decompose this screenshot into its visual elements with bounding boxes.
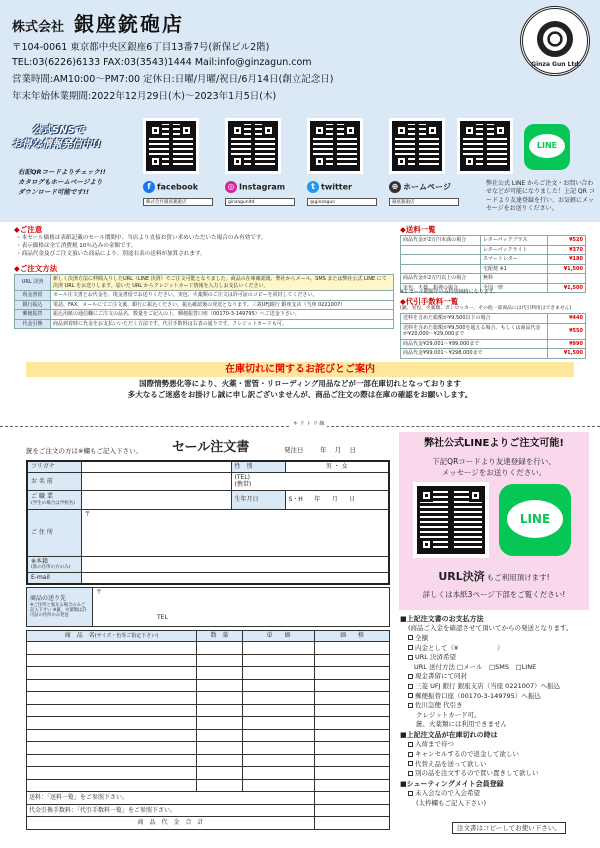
stock-title: 在庫切れに関するお詫びとご案内 [26, 362, 574, 377]
birth-input[interactable]: S・H 年 月 日 [285, 491, 389, 509]
line-panel-title: 弊社公式LINEよりご注文可能! [424, 438, 564, 449]
shipping-cond [401, 264, 481, 274]
instagram-icon: ◎ [225, 181, 237, 193]
stock-body [26, 378, 574, 401]
line-qr-code-header[interactable] [457, 118, 513, 174]
tel-label: (TEL) [234, 473, 250, 481]
opt-cod-checkbox[interactable] [408, 703, 413, 708]
dest-note: ※ご住所と異なる場合のみご記入下さい ※銃、火薬類は許可証の住所のみ発送 [30, 602, 87, 619]
stock-opt-alt-label: 代替え品を送って欲しい [415, 759, 487, 768]
homepage-qr-code[interactable] [389, 118, 445, 174]
url-payment-line [399, 570, 589, 584]
shipping-row [401, 264, 586, 274]
logo-text: Ginza Gun Ltd. [531, 61, 581, 68]
url-payment-small: もご利用頂けます! [486, 573, 550, 582]
product-name-cell[interactable] [27, 742, 197, 755]
product-row [27, 692, 390, 705]
cod-price: ¥1,500 [548, 349, 586, 359]
line-order-panel [399, 432, 589, 610]
cod-row [401, 323, 586, 339]
opt-credit-label: クレジットカード可。 [416, 710, 481, 719]
product-row [27, 729, 390, 742]
job-label [27, 491, 81, 509]
unit-price-cell[interactable] [243, 742, 315, 755]
shipping-row [401, 236, 586, 246]
email-label: E-mail [27, 573, 81, 584]
price-cell[interactable] [315, 679, 390, 692]
shipping-title: ◆送料一覧 [400, 225, 436, 234]
qty-cell[interactable] [197, 654, 243, 667]
price-cell[interactable] [315, 717, 390, 730]
order-date-fields[interactable]: 年 月 日 [320, 446, 357, 454]
order-date-label: 発注日 [284, 446, 304, 454]
line-panel-logo-text: LINE [507, 500, 563, 538]
method-key: 現金書留 [15, 291, 51, 301]
gender-select[interactable]: 男 ・ 女 [285, 461, 389, 472]
url-payment-big: URL決済 [438, 570, 485, 583]
business-hours: 営業時間:AM10:00～PM7:00 定休日:日曜/月曜/祝日/6月14日(創立記念日) [12, 74, 334, 85]
unit-price-cell[interactable] [243, 729, 315, 742]
company-name-main: 銀座銃砲店 [74, 12, 185, 36]
total-label: 商 品 代 金 合 計 [27, 817, 315, 830]
opt-postal-checkbox[interactable] [408, 693, 413, 698]
sns-note-line2: カタログもホームページより [18, 177, 103, 186]
stock-opt-hold-checkbox[interactable] [408, 771, 413, 776]
stock-opt-refund-checkbox[interactable] [408, 752, 413, 757]
cod-row [401, 314, 586, 324]
line-qr-code[interactable] [413, 482, 489, 558]
qty-cell[interactable] [197, 704, 243, 717]
cod-price: ¥550 [548, 323, 586, 339]
stock-line-2: 多大なるご迷惑をお掛けし誠に申し訳ございませんが、商品ご注文の際は在庫の確認をお願いします。 [127, 390, 473, 400]
qty-cell[interactable] [197, 742, 243, 755]
cod-restriction-note: 銃、火薬類には利用できません [416, 720, 507, 729]
twitter-qr-code[interactable] [307, 118, 363, 174]
form-title: セール注文書 [172, 440, 250, 455]
opt-bank-checkbox[interactable] [408, 684, 413, 689]
holiday-period: 年末年始休業期間:2022年12月29日(木)～2023年1月5日(木) [12, 91, 277, 102]
opt-cod-label: 佐川急便 代引き [415, 701, 463, 710]
shipping-row [401, 245, 586, 255]
line-description: 弊社公式 LINE からご注文・お問い合わせなどが可能になりました！上記 QR コードより友達登録を行い、お気軽にメッセージをお送りください。 [486, 180, 595, 213]
total-row [27, 817, 390, 830]
address: 〒104-0061 東京都中央区銀座6丁目13番7号(新保ビル2階) [12, 42, 270, 53]
unit-price-cell[interactable] [243, 654, 315, 667]
shipping-cond [401, 245, 481, 255]
product-name-cell[interactable] [27, 667, 197, 680]
product-name-header-text: 商 品 名 [64, 632, 95, 640]
shipping-fee-row-value[interactable] [315, 792, 390, 805]
product-name-cell[interactable] [27, 779, 197, 792]
method-row [15, 275, 394, 291]
opt-url-checkbox[interactable] [408, 655, 413, 660]
product-name-cell[interactable] [27, 767, 197, 780]
method-key: 郵便振替 [15, 310, 51, 320]
product-row [27, 742, 390, 755]
company-prefix: 株式会社 [12, 20, 65, 35]
product-name-cell[interactable] [27, 704, 197, 717]
cod-price: ¥990 [548, 339, 586, 349]
product-row [27, 779, 390, 792]
unit-price-cell[interactable] [243, 692, 315, 705]
product-row [27, 704, 390, 717]
honseki-label [27, 556, 81, 573]
copy-note: 注文書はコピーしてお使い下さい。 [452, 822, 566, 834]
sns-title-line1: 公式SNSで [32, 125, 85, 136]
shipping-type: レターパックプラス [481, 236, 548, 246]
method-text: 電話、FAX、メールにてご注文後、銀行に振込ください。振込確認後の発送となります。三菱UFJ銀行 銀座支店（当座 0221007） [51, 300, 394, 310]
method-text: 振込用紙の通信欄にご注文の品名、数量をご記入の上、郵便振替口座（00170-3-149795）へご送金下さい。 [51, 310, 394, 320]
product-name-cell[interactable] [27, 679, 197, 692]
method-key: 銀行振込 [15, 300, 51, 310]
mobile-label: (携帯) [234, 481, 252, 489]
price-cell[interactable] [315, 754, 390, 767]
shipping-price: ¥520 [548, 236, 586, 246]
opt-url-label: URL 決済希望 [415, 653, 456, 662]
unit-price-cell[interactable] [243, 679, 315, 692]
shipping-table [400, 235, 586, 293]
cod-price: ¥440 [548, 314, 586, 324]
member-note: (太枠欄もご記入下さい) [416, 798, 487, 807]
sns-note-line1: 右記QRコードよりチェック!! [18, 168, 106, 176]
qty-cell[interactable] [197, 717, 243, 730]
product-name-cell[interactable] [27, 754, 197, 767]
opt-postal-label: 郵便振替口座（00170-3-149795）へ振込 [415, 691, 541, 700]
method-text: 新しく決済方法に仲間入りしたURL（LINE 決済）でご注文可能となりました。商品の在庫確認後、弊社からメール、SMS または弊社公式 LINE にて決済 URL をお送りします。届いた URL からクレジットカード情報を入力しお支払いください。 [51, 275, 394, 291]
facebook-icon: f [143, 181, 155, 193]
email-input[interactable] [81, 573, 389, 584]
price-cell[interactable] [315, 692, 390, 705]
stock-opt-refund-label: キャンセルするので返金して欲しい [415, 750, 519, 759]
instructions [400, 614, 596, 808]
product-name-cell[interactable] [27, 642, 197, 655]
line-panel-detail: 詳しくは本紙3ページ下部をご覧ください! [422, 590, 566, 599]
shipping-fee-row-label: 送料：「送料一覧」をご参照下さい。 [27, 792, 315, 805]
line-logo-icon[interactable] [524, 124, 570, 170]
homepage-label-text: ホームページ [403, 182, 451, 192]
line-panel-sub1: 下記QRコードより友達登録を行い、 [432, 457, 556, 466]
price-cell[interactable] [315, 742, 390, 755]
instagram-label[interactable] [225, 181, 285, 193]
birth-label: 生年月日 [231, 491, 285, 509]
notice-lines [16, 235, 396, 258]
opt-cash-checkbox[interactable] [408, 674, 413, 679]
unit-price-cell[interactable] [243, 767, 315, 780]
company-logo [520, 6, 590, 76]
job-input[interactable] [81, 491, 231, 509]
target-icon [537, 21, 573, 57]
price-cell[interactable] [315, 767, 390, 780]
qty-cell[interactable] [197, 729, 243, 742]
facebook-account-box[interactable]: 株式会社銀座銃砲店 [143, 198, 213, 206]
unit-price-cell[interactable] [243, 779, 315, 792]
total-value[interactable] [315, 817, 390, 830]
qty-cell[interactable] [197, 779, 243, 792]
shipping-cond: 商品代金が2万円未満の場合 [401, 236, 481, 246]
furigana-input[interactable] [81, 461, 231, 472]
shipping-price: ¥1,500 [548, 264, 586, 274]
product-name-cell[interactable] [27, 654, 197, 667]
price-cell[interactable] [315, 654, 390, 667]
product-header-row [27, 631, 390, 642]
shipping-type: 宅配便 ※1 [481, 264, 548, 274]
honseki-input[interactable] [81, 556, 389, 573]
order-method-table [14, 274, 394, 329]
cod-cond: 商品代金¥29,001～¥99,000まで [401, 339, 548, 349]
tel-input[interactable] [231, 472, 389, 490]
kiritori-label: キ リ ト リ 線 [290, 421, 327, 427]
product-name-cell[interactable] [27, 692, 197, 705]
cod-fee-row [27, 804, 390, 817]
opt-cash-label: 現金書留にて同封 [415, 672, 467, 681]
cod-row [401, 349, 586, 359]
gender-label: 性 別 [231, 461, 285, 472]
opt-full-label: 全額 [415, 633, 428, 642]
notice-line-1: ・本セール価格は表紙記載のセール期間中、当店より直接お買い求めいただいた場合のみ有効です。 [16, 235, 267, 241]
homepage-account-box[interactable]: 銀座銃砲店 [389, 198, 459, 206]
stock-option-title: ■上記注文品が在庫切れの時は [400, 731, 498, 740]
shipping-row [401, 255, 586, 265]
shipping-type: 無料 [481, 274, 548, 284]
product-row [27, 754, 390, 767]
price-cell[interactable] [315, 642, 390, 655]
shipping-price [548, 274, 586, 284]
job-note: (学生の場合は学校名) [31, 500, 76, 506]
method-row [15, 319, 394, 329]
method-text: 商品到着時に代金をお支払いいただく方法です。代引手数料は右表の通りです。クレジットカードも可。 [51, 319, 394, 329]
shipping-type: レターパックライト [481, 245, 548, 255]
address-input[interactable]: 〒 [81, 509, 389, 556]
member-join-label: 未入会なので入会希望 [415, 789, 480, 798]
job-label-text: ご 職 業 [31, 493, 53, 501]
cod-cond: 送料を含めた総額が¥9,500以下の場合 [401, 314, 548, 324]
shipping-cond: 実包、火薬、鉛弾の場合 [401, 283, 481, 293]
shipping-price: ¥370 [548, 245, 586, 255]
shipping-price: ¥1,500 [548, 283, 586, 293]
cod-title: ◆代引手数料一覧 [400, 297, 459, 306]
method-row [15, 300, 394, 310]
unit-price-cell[interactable] [243, 704, 315, 717]
instagram-account-box[interactable]: ginzagunltd [225, 198, 295, 206]
line-panel-logo-icon[interactable] [499, 484, 571, 556]
shipping-note: ※1 セール期間中のみ特別価格になります。 [400, 289, 499, 295]
dest-tel-label: TEL [157, 614, 168, 621]
dest-input[interactable] [93, 588, 390, 627]
shipping-price: ¥180 [548, 255, 586, 265]
sns-note-line3: ダウンロード可能です!! [18, 187, 89, 196]
stock-opt-wait-label: 入荷まで待つ [415, 740, 454, 749]
qty-cell[interactable] [197, 679, 243, 692]
opt-full-checkbox[interactable] [408, 635, 413, 640]
unit-price-cell[interactable] [243, 667, 315, 680]
opt-deposit-checkbox[interactable] [408, 645, 413, 650]
delivery-form [26, 587, 390, 627]
unit-price-cell[interactable] [243, 754, 315, 767]
method-key: URL 決済 [15, 275, 51, 291]
method-text: セール注文書とお代金を、現金書留でお送りください。実包、火薬類のご注文は許可証のコピーを同封してください。 [51, 291, 394, 301]
cod-fee-row-value[interactable] [315, 804, 390, 817]
price-cell[interactable] [315, 667, 390, 680]
shipping-cond [401, 255, 481, 265]
product-name-header [27, 631, 197, 642]
line-panel-sub2: メッセージをお送りください。 [441, 468, 547, 478]
price-cell[interactable] [315, 779, 390, 792]
order-method-title: ◆ご注文方法 [14, 264, 58, 273]
qty-cell[interactable] [197, 754, 243, 767]
cod-row [401, 339, 586, 349]
facebook-label[interactable] [143, 181, 198, 193]
pay-note: (商品ご入金を確認させて頂いてからの発送となります。 [408, 624, 573, 633]
customer-form [26, 460, 390, 585]
dest-postal: 〒 [96, 589, 103, 596]
form-intro: 銃をご注文の方は※欄もご記入下さい。 [26, 447, 142, 455]
notice-line-2: ・表示価格は全て消費税 10％込みの金額です。 [16, 242, 137, 249]
product-row [27, 767, 390, 780]
method-row [15, 310, 394, 320]
stock-opt-hold-label: 別の品を注文するので買い置きして欲しい [415, 769, 539, 778]
opt-deposit-label: 内金として（¥ ） [415, 643, 504, 652]
dest-label [27, 588, 93, 627]
pay-title: ■上記注文書のお支払方法 [400, 615, 484, 623]
product-row [27, 642, 390, 655]
facebook-label-text: facebook [157, 182, 199, 192]
honseki-note: (新の住所の方のみ) [31, 565, 71, 571]
stock-notice [26, 362, 574, 420]
stock-opt-alt-checkbox[interactable] [408, 761, 413, 766]
instagram-qr-code[interactable] [225, 118, 281, 174]
notice-line-3: ・商品代金及びご注文頂いた商品により、別途右表の送料が加算されます。 [16, 250, 206, 257]
sns-title [12, 124, 132, 151]
company-name [12, 12, 184, 37]
name-label: お 名 前 [27, 472, 81, 490]
cod-note: (銃、実包、火薬類、ガンロッカー、その他一部商品には代引利用はできません) [400, 306, 572, 311]
product-row [27, 667, 390, 680]
shipping-fee-row [27, 792, 390, 805]
method-key: 代金引換 [15, 319, 51, 329]
unit-price-header: 単 価 [243, 631, 315, 642]
product-name-header-note: (サイズ・色等ご指定下さい) [94, 633, 159, 640]
line-logo-text: LINE [529, 134, 565, 158]
shipping-type: 全国一律 [481, 283, 548, 293]
contact-line[interactable]: TEL:03(6226)6133 FAX:03(3543)1444 Mail:info@ginzagun.com [12, 57, 312, 68]
twitter-label[interactable] [307, 181, 352, 193]
qty-cell[interactable] [197, 767, 243, 780]
shipping-type: スマートレター [481, 255, 548, 265]
product-table [26, 630, 390, 830]
honseki-label-text: ※本籍 [31, 557, 49, 565]
product-name-cell[interactable] [27, 729, 197, 742]
price-cell[interactable] [315, 729, 390, 742]
twitter-icon: t [307, 181, 319, 193]
qty-cell[interactable] [197, 667, 243, 680]
qty-header: 数 量 [197, 631, 243, 642]
sns-title-line2: お得な情報発信中!! [12, 138, 102, 150]
price-header: 価 格 [315, 631, 390, 642]
cod-fee-row-label: 代金引換手数料：「代引手数料一覧」をご参照下さい。 [27, 804, 315, 817]
stock-line-1: 国際情勢悪化等により、火薬・雷管・リローディング用品などが一部在庫切れとなっております [139, 379, 461, 388]
opt-bank-label: 三菱 UFJ 銀行 銀座支店（当座 0221007）へ振込 [415, 682, 561, 691]
member-join-checkbox[interactable] [408, 791, 413, 796]
price-cell[interactable] [315, 704, 390, 717]
qty-cell[interactable] [197, 642, 243, 655]
furigana-label: フリガナ [27, 461, 81, 472]
line-panel-sub [399, 456, 589, 479]
facebook-qr-code[interactable] [143, 118, 199, 174]
homepage-icon: ⊕ [389, 181, 401, 193]
stock-opt-wait-checkbox[interactable] [408, 742, 413, 747]
instagram-label-text: Instagram [239, 182, 286, 192]
member-title: ■シューティングメイト会員登録 [400, 779, 504, 788]
method-row [15, 291, 394, 301]
sns-note [18, 168, 138, 197]
shipping-row [401, 274, 586, 284]
qty-cell[interactable] [197, 692, 243, 705]
notice-title: ◆ご注意 [14, 225, 43, 234]
shipping-cond: 商品代金が2万円以上の場合 [401, 274, 481, 284]
url-send-method[interactable]: URL 送付方法 □メール □SMS □LINE [414, 662, 537, 671]
twitter-label-text: twitter [321, 182, 352, 192]
cod-cond: 商品代金¥99,001～¥298,000まで [401, 349, 548, 359]
unit-price-cell[interactable] [243, 717, 315, 730]
product-row [27, 717, 390, 730]
cod-cond: 送料を含めた総額が¥9,500を超える場合、もしくは商品代金が¥20,000～¥29,000まで [401, 323, 548, 339]
twitter-account-box[interactable]: @ginzagun [307, 198, 377, 206]
product-row [27, 654, 390, 667]
address-label: ご 住 所 [27, 509, 81, 556]
homepage-label[interactable] [389, 181, 451, 193]
name-input[interactable] [81, 472, 231, 490]
product-name-cell[interactable] [27, 717, 197, 730]
product-row [27, 679, 390, 692]
dest-label-text: 商品の送り先 [30, 595, 67, 603]
cod-table [400, 313, 586, 359]
unit-price-cell[interactable] [243, 642, 315, 655]
